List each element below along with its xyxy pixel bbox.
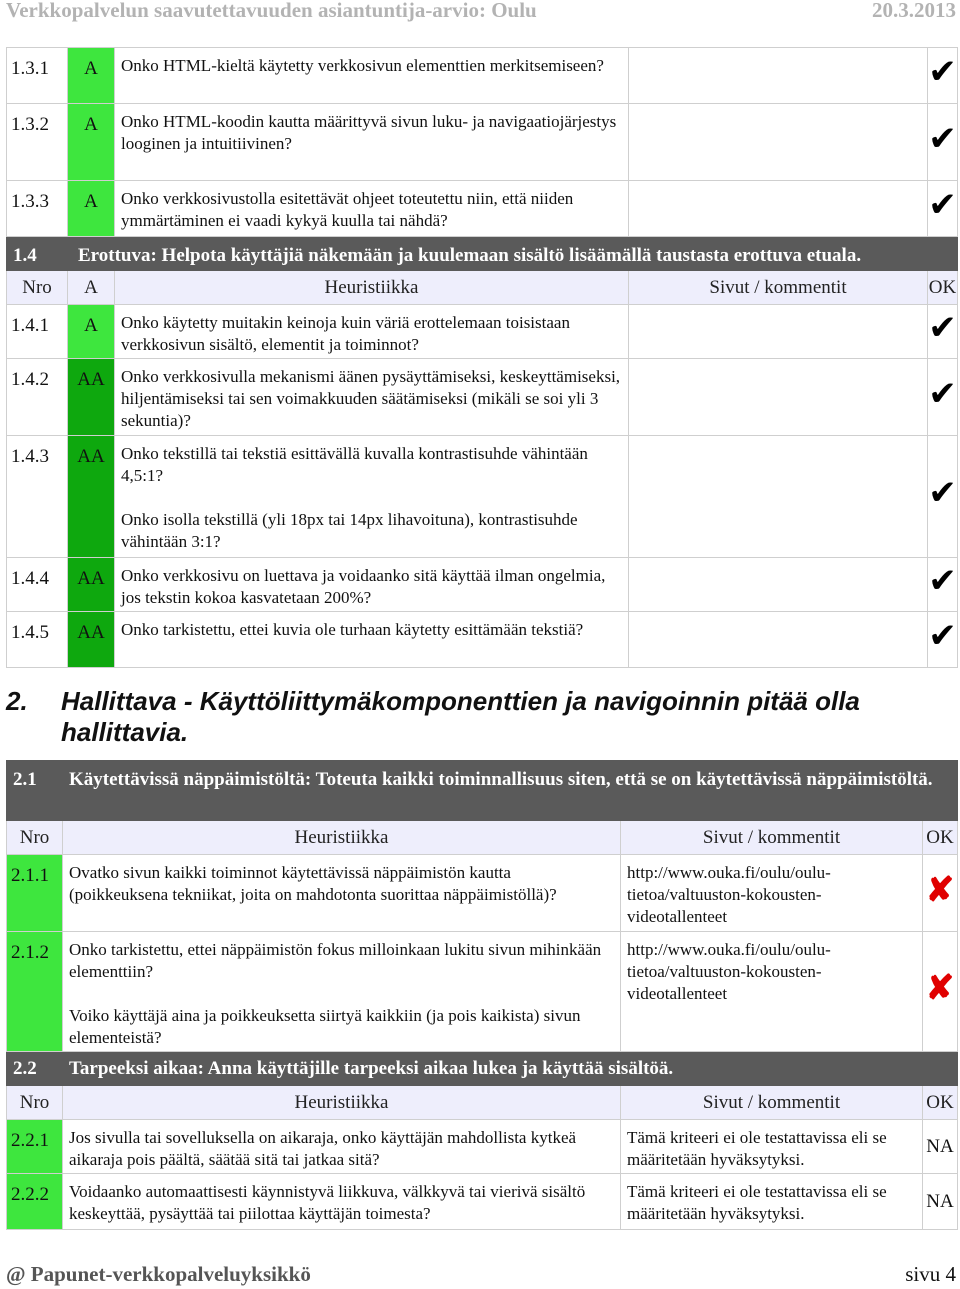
na-badge: NA <box>926 1190 954 1212</box>
criterion-number: 1.4.4 <box>7 558 68 612</box>
section-heading <box>6 686 946 748</box>
criterion-number: 2.2.2 <box>7 1174 63 1230</box>
heuristics-table-2 <box>6 760 958 1230</box>
na-badge: NA <box>926 1135 954 1157</box>
level-badge: AA <box>68 612 115 668</box>
table-row <box>7 104 958 181</box>
criterion-question: Onko käytetty muitakin keinoja kuin väriä erottelemaan toisistaan verkkosivun sisältö, elementit ja toiminnot? <box>115 305 629 359</box>
section-number: 2.2 <box>7 1052 63 1086</box>
check-icon: ✔ <box>928 54 957 91</box>
footer-organization: @ Papunet-verkkopalveluyksikkö <box>6 1262 311 1286</box>
criterion-number: 1.4.5 <box>7 612 68 668</box>
comment-cell: Tämä kriteeri ei ole testattavissa eli se määritetään hyväksytyksi. <box>621 1174 923 1230</box>
level-badge: AA <box>68 436 115 558</box>
col-nro: Nro <box>7 821 63 855</box>
criterion-question: Onko tekstillä tai tekstiä esittävällä kuvalla kontrastisuhde vähintään 4,5:1? <box>121 444 588 485</box>
section-title: Erottuva: Helpota käyttäjiä näkemään ja kuulemaan sisältö lisäämällä taustasta erottuva etuala. <box>68 237 958 271</box>
table-row <box>7 1174 958 1230</box>
criterion-number: 1.3.1 <box>7 48 68 104</box>
criterion-question: Ovatko sivun kaikki toiminnot käytettävissä näppäimistön kautta (poikkeuksena tekniikat, joita on mahdotonta suorittaa näppäimistöllä)? <box>63 855 621 932</box>
table-row <box>7 1120 958 1174</box>
comment-cell: Tämä kriteeri ei ole testattavissa eli se määritetään hyväksytyksi. <box>621 1120 923 1174</box>
criterion-number: 1.4.1 <box>7 305 68 359</box>
table-row <box>7 305 958 359</box>
check-icon: ✔ <box>928 187 957 224</box>
criterion-question-secondary: Voiko käyttäjä aina ja poikkeuksetta siirtyä kaikkiin (ja pois kaikista) sivun elementeistä? <box>69 1006 581 1047</box>
document-date: 20.3.2013 <box>872 0 956 22</box>
level-badge: A <box>68 305 115 359</box>
section-heading-title: Hallittava - Käyttöliittymäkomponenttien ja navigoinnin pitää olla hallittavia. <box>61 686 860 747</box>
column-header-row <box>7 821 958 855</box>
criterion-question: Jos sivulla tai sovelluksella on aikaraja, onko käyttäjän mahdollista kytkeä aikaraja pois päältä, säätää sitä tai jatkaa sitä? <box>63 1120 621 1174</box>
section-title: Käytettävissä näppäimistöltä: Toteuta kaikki toiminnallisuus siten, että se on käytettävissä näppäimistöltä. <box>63 761 958 821</box>
section-heading-number: 2. <box>6 686 28 716</box>
col-level: A <box>68 271 115 305</box>
table-row <box>7 436 958 558</box>
col-pages: Sivut / kommentit <box>621 821 923 855</box>
section-bar <box>7 237 958 271</box>
level-badge: AA <box>68 359 115 436</box>
check-icon: ✔ <box>928 475 957 512</box>
cross-icon: ✘ <box>925 871 955 909</box>
table-row <box>7 558 958 612</box>
criterion-question: Onko HTML-kieltä käytetty verkkosivun elementtien merkitsemiseen? <box>115 48 629 104</box>
column-header-row <box>7 1086 958 1120</box>
col-ok: OK <box>923 1086 958 1120</box>
section-number: 2.1 <box>7 761 63 821</box>
table-row <box>7 359 958 436</box>
col-ok: OK <box>928 271 958 305</box>
criterion-question: Voidaanko automaattisesti käynnistyvä liikkuva, välkkyvä tai vierivä sisältö keskeyttää, pysäyttää tai piilottaa käyttäjän toimesta? <box>63 1174 621 1230</box>
check-icon: ✔ <box>928 310 957 347</box>
table-row <box>7 932 958 1052</box>
col-nro: Nro <box>7 1086 63 1120</box>
col-pages: Sivut / kommentit <box>621 1086 923 1120</box>
level-badge: AA <box>68 558 115 612</box>
column-header-row <box>7 271 958 305</box>
criterion-number: 2.1.1 <box>7 855 63 932</box>
cross-icon: ✘ <box>925 970 955 1007</box>
section-number: 1.4 <box>7 237 68 271</box>
criterion-number: 1.4.2 <box>7 359 68 436</box>
comment-cell <box>629 558 928 612</box>
comment-cell <box>629 48 928 104</box>
criterion-question: Onko tarkistettu, ettei kuvia ole turhaan käytetty esittämään tekstiä? <box>115 612 629 668</box>
comment-url[interactable]: http://www.ouka.fi/oulu/oulu-tietoa/valtuuston-kokousten-videotallenteet <box>621 932 923 1052</box>
criterion-question: Onko HTML-koodin kautta määrittyvä sivun luku- ja navigaatiojärjestys looginen ja intuitiivinen? <box>115 104 629 181</box>
comment-cell <box>629 305 928 359</box>
criterion-question: Onko verkkosivulla mekanismi äänen pysäyttämiseksi, keskeyttämiseksi, hiljentämiseksi tai sen voimakkuuden säätämiseksi (mikäli se soi yli 3 sekuntia)? <box>115 359 629 436</box>
table-row <box>7 181 958 237</box>
section-title: Tarpeeksi aikaa: Anna käyttäjille tarpeeksi aikaa lukea ja käyttää sisältöä. <box>63 1052 958 1086</box>
table-row <box>7 612 958 668</box>
col-heuristic: Heuristiikka <box>115 271 629 305</box>
check-icon: ✔ <box>928 375 957 413</box>
criterion-number: 2.1.2 <box>7 932 63 1052</box>
check-icon: ✔ <box>928 120 957 158</box>
level-badge: A <box>68 48 115 104</box>
comment-cell <box>629 612 928 668</box>
comment-cell <box>629 359 928 436</box>
table-row <box>7 855 958 932</box>
criterion-question: Onko verkkosivu on luettava ja voidaanko sitä käyttää ilman ongelmia, jos tekstin kokoa kasvatetaan 200%? <box>115 558 629 612</box>
comment-cell <box>629 181 928 237</box>
col-pages: Sivut / kommentit <box>629 271 928 305</box>
criterion-question: Onko verkkosivustolla esitettävät ohjeet toteutettu niin, että niiden ymmärtäminen ei vaadi kykyä kuulla tai nähdä? <box>115 181 629 237</box>
table-row <box>7 48 958 104</box>
comment-cell <box>629 436 928 558</box>
page-header <box>6 0 956 30</box>
col-heuristic: Heuristiikka <box>63 1086 621 1120</box>
col-heuristic: Heuristiikka <box>63 821 621 855</box>
heuristics-table-1 <box>6 47 958 668</box>
document-title: Verkkopalvelun saavutettavuuden asiantuntija-arvio: Oulu <box>6 0 537 22</box>
check-icon: ✔ <box>928 618 957 655</box>
section-bar <box>7 761 958 821</box>
comment-url[interactable]: http://www.ouka.fi/oulu/oulu-tietoa/valtuuston-kokousten-videotallenteet <box>621 855 923 932</box>
criterion-question-secondary: Onko isolla tekstillä (yli 18px tai 14px lihavoituna), kontrastisuhde vähintään 3:1? <box>121 510 578 551</box>
criterion-number: 1.4.3 <box>7 436 68 558</box>
criterion-number: 1.3.2 <box>7 104 68 181</box>
section-bar <box>7 1052 958 1086</box>
col-nro: Nro <box>7 271 68 305</box>
check-icon: ✔ <box>928 563 957 600</box>
col-ok: OK <box>923 821 958 855</box>
level-badge: A <box>68 181 115 237</box>
criterion-question: Onko tarkistettu, ettei näppäimistön fokus milloinkaan lukitu sivun mihinkään elementtiin? <box>69 940 602 981</box>
level-badge: A <box>68 104 115 181</box>
criterion-number: 1.3.3 <box>7 181 68 237</box>
criterion-number: 2.2.1 <box>7 1120 63 1174</box>
page-number: sivu 4 <box>905 1262 956 1286</box>
comment-cell <box>629 104 928 181</box>
